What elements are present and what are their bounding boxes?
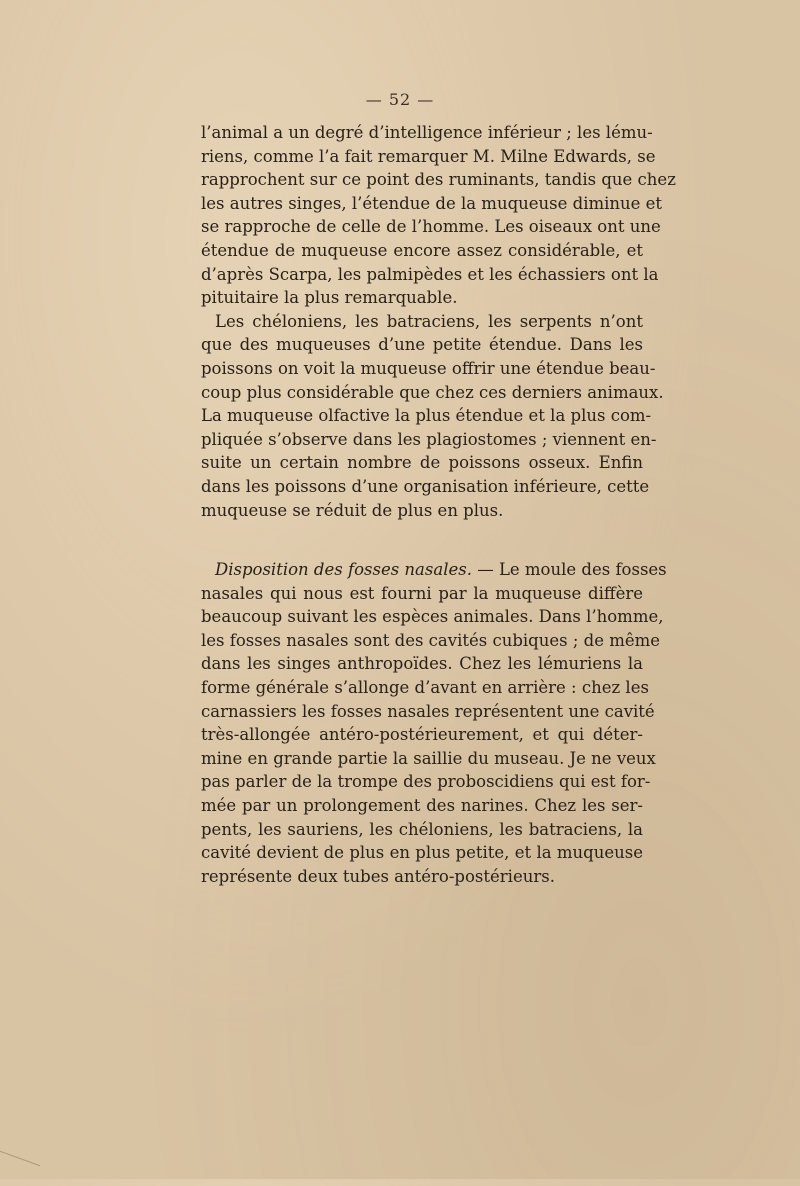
text-line: pents, les sauriens, les chéloniens, les batraciens, la (201, 819, 643, 839)
text-line: cavité devient de plus en plus petite, et la muqueuse (201, 843, 643, 863)
text-line: mine en grande partie la saillie du museau. Je ne veux (201, 748, 656, 768)
text-line: pas parler de la trompe des proboscidiens qui est for- (201, 772, 651, 792)
text-line: poissons on voit la muqueuse offrir une étendue beau- (201, 358, 656, 378)
text-line: pituitaire la plus remarquable. (201, 288, 458, 308)
page-corner-crease (0, 1151, 40, 1186)
section-heading: Disposition des fosses nasales. (215, 560, 472, 580)
text-line: l’animal a un degré d’intelligence inférieur ; les lému- (201, 123, 653, 142)
text-line: carnassiers les fosses nasales représentent une cavité (201, 701, 655, 721)
text-line: d’après Scarpa, les palmipèdes et les échassiers ont la (201, 264, 659, 284)
text-line: nasales qui nous est fourni par la muqueuse diffère (201, 583, 643, 603)
text-run: — Le moule des fosses (471, 560, 667, 580)
text-line (201, 558, 667, 582)
paragraph-spacer (201, 522, 643, 558)
text-line: les autres singes, l’étendue de la muqueuse diminue et (201, 193, 663, 213)
text-line: représente deux tubes antéro-postérieurs. (201, 866, 555, 886)
text-line: se rapproche de celle de l’homme. Les oiseaux ont une (201, 217, 661, 237)
text-line: dans les poissons d’une organisation inférieure, cette (201, 476, 650, 496)
text-line: dans les singes anthropoïdes. Chez les lémuriens la (201, 654, 643, 674)
text-line: La muqueuse olfactive la plus étendue et la plus com- (201, 406, 652, 426)
text-line: beaucoup suivant les espèces animales. Dans l’homme, (201, 607, 664, 627)
text-line: les fosses nasales sont des cavités cubiques ; de même (201, 630, 661, 650)
text-line: rapprochent sur ce point des ruminants, tandis que chez (201, 170, 676, 190)
text-line: Les chéloniens, les batraciens, les serpents n’ont (215, 311, 643, 331)
text-line: forme générale s’allonge d’avant en arrière : chez les (201, 678, 649, 698)
text-line: pliquée s’observe dans les plagiostomes ; viennent en- (201, 429, 657, 449)
body-text (201, 121, 676, 888)
text-line: coup plus considérable que chez ces derniers animaux. (201, 382, 664, 402)
page-number: — 52 — (365, 90, 435, 109)
paragraph-2 (201, 310, 664, 522)
text-line: riens, comme l’a fait remarquer M. Milne Edwards, se (201, 146, 656, 166)
text-line: muqueuse se réduit de plus en plus. (201, 500, 504, 520)
text-line: suite un certain nombre de poissons osseux. Enfin (201, 453, 643, 473)
text-line: étendue de muqueuse encore assez considérable, et (201, 240, 643, 260)
text-line: mée par un prolongement des narines. Chez les ser- (201, 796, 643, 816)
paragraph-3 (201, 558, 667, 888)
text-line: très-allongée antéro-postérieurement, et qui déter- (201, 725, 643, 745)
paragraph-1 (201, 121, 676, 310)
text-line: que des muqueuses d’une petite étendue. Dans les (201, 335, 643, 355)
